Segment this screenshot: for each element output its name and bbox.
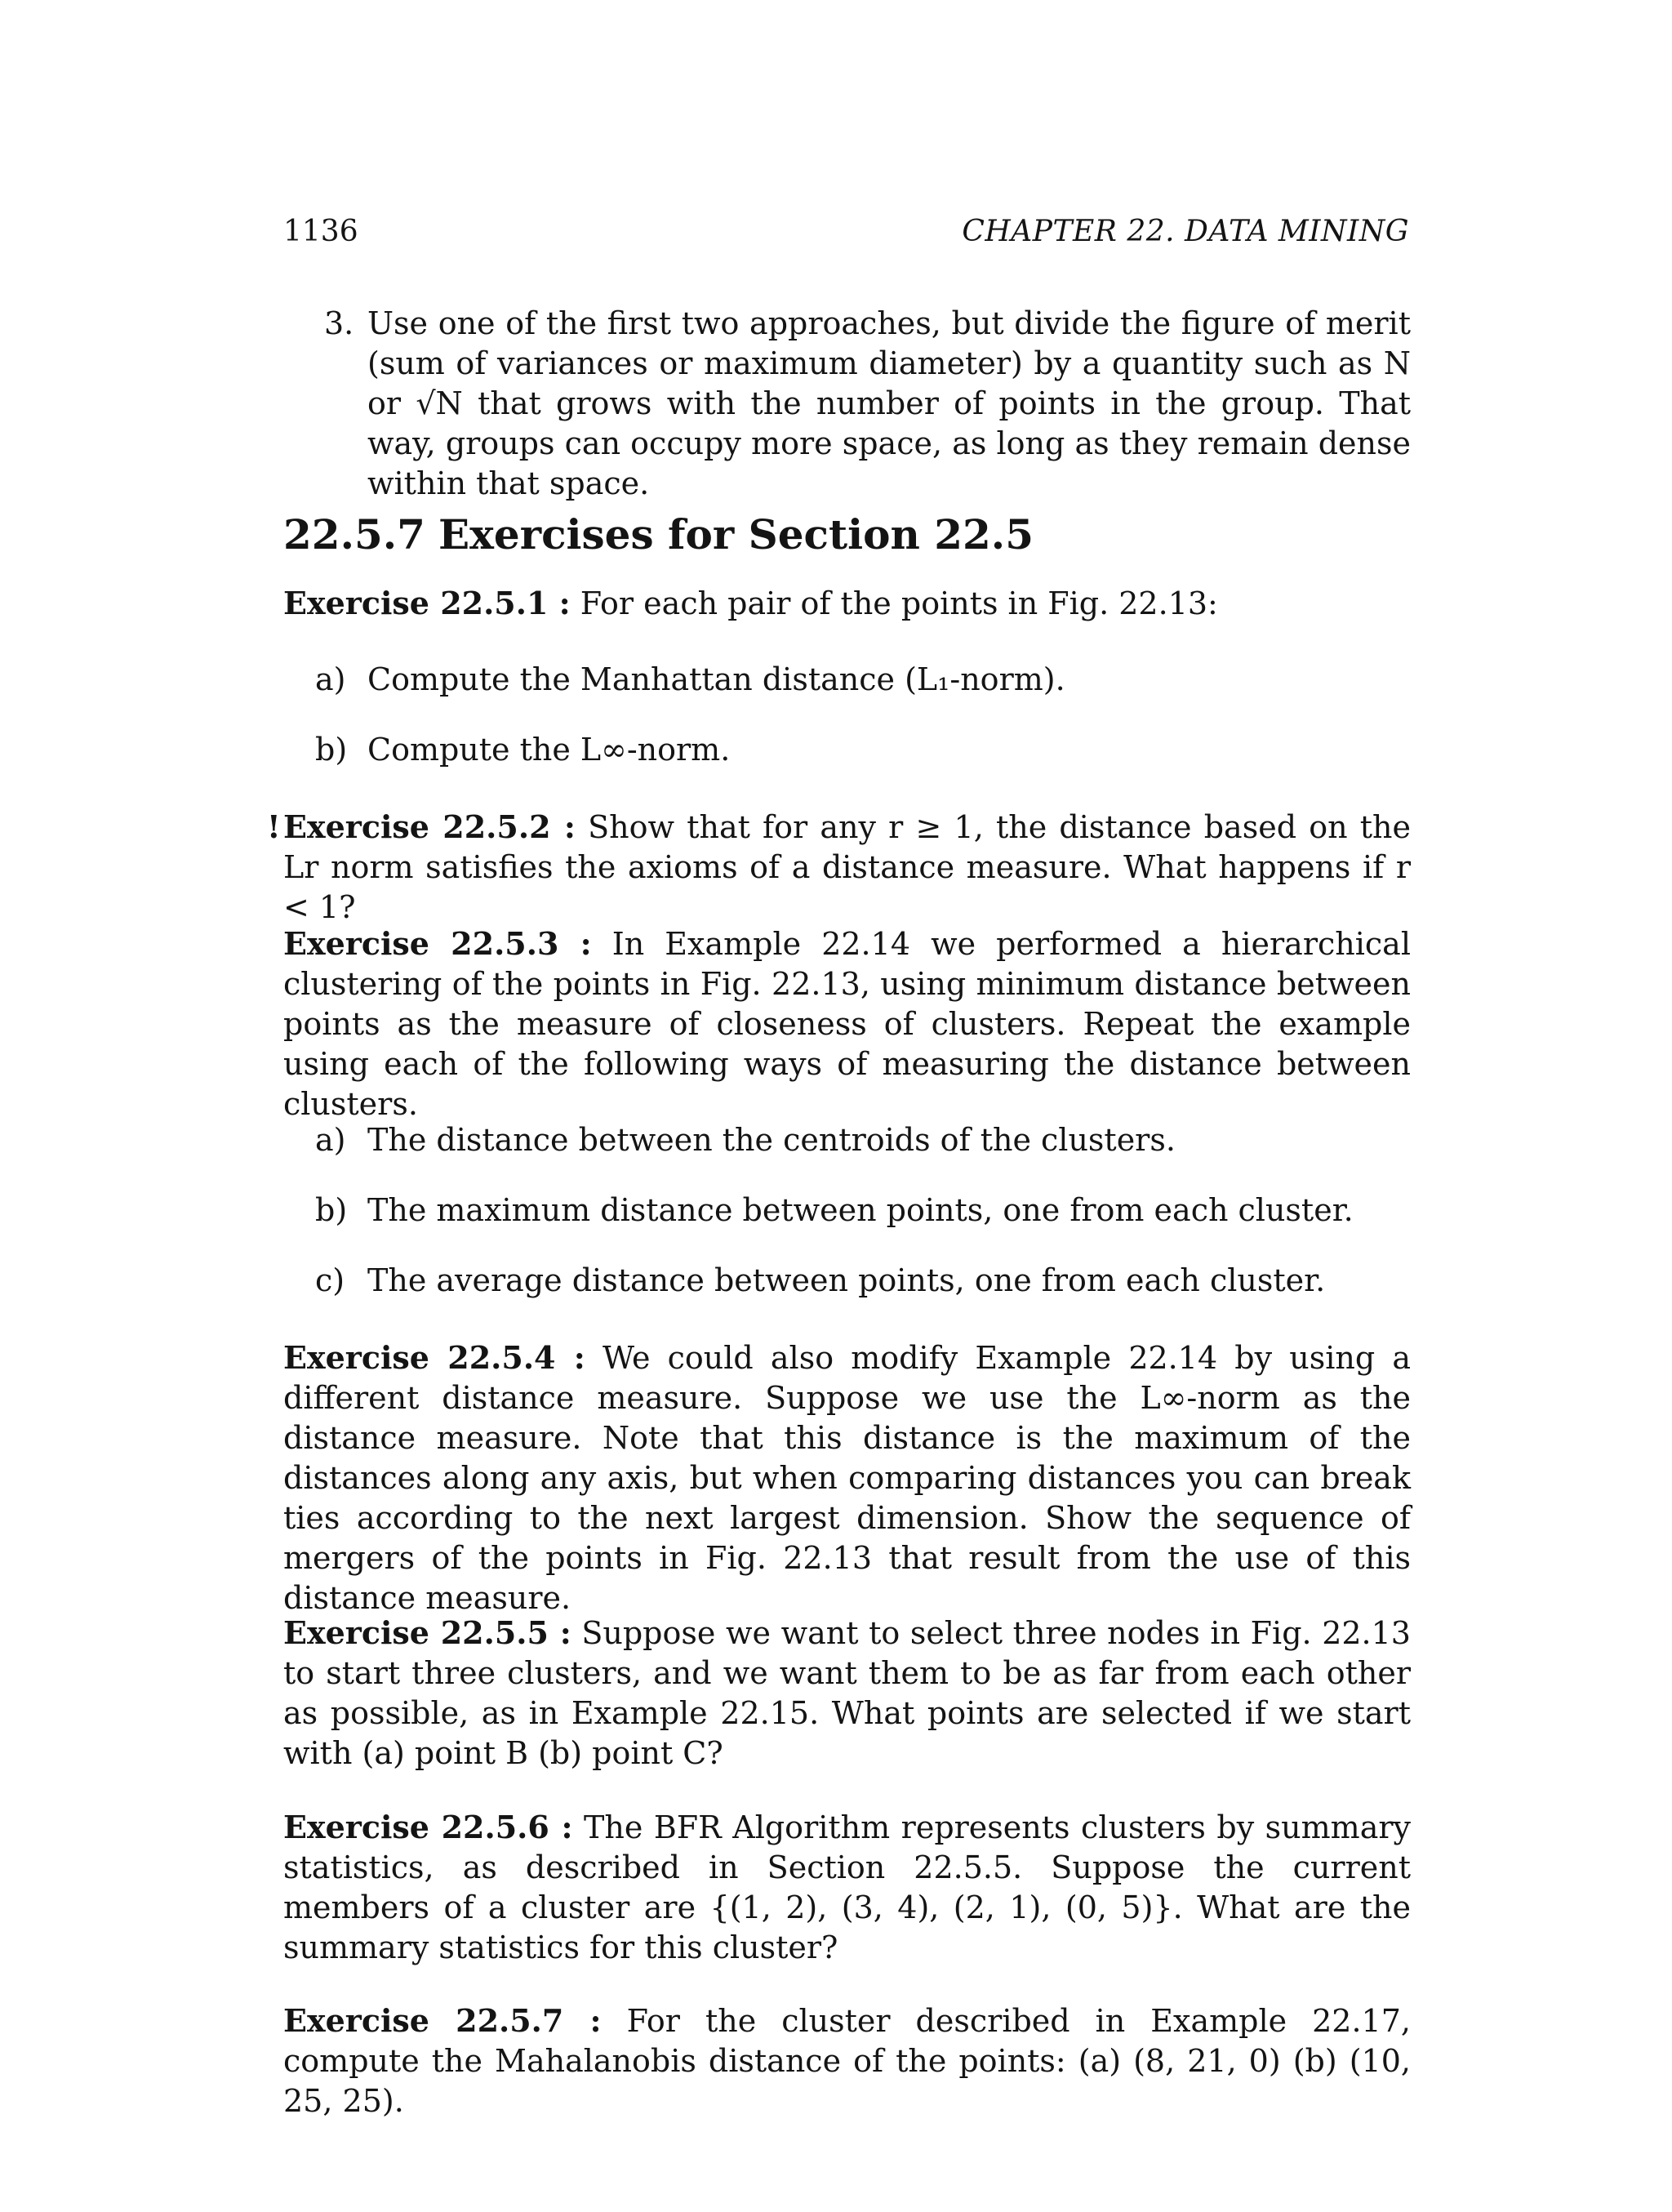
exercise-text: For the cluster described in Example 22.17, compute the Mahalanobis distance of the points: (a) (8, 21, 0) (b) (10, 25, 25). [283, 2003, 1411, 2119]
exercise-22-5-1 [283, 583, 1411, 624]
exercise-part [315, 730, 1411, 770]
list-item-text: Use one of the first two approaches, but divide the figure of merit (sum of variances or maximum diameter) by a quantity such as N or √N that grows with the number of points in the group. That way, groups can occupy more space, as long as they remain dense within that space. [367, 305, 1411, 501]
part-marker: b) [315, 732, 348, 768]
exercise-text: In Example 22.14 we performed a hierarchical clustering of the points in Fig. 22.13, using minimum distance between points as the measure of closeness of clusters. Repeat the example using each of the following ways of measuring the distance between clusters. [283, 926, 1411, 1122]
list-item [325, 304, 1411, 504]
exercise-part [315, 1261, 1411, 1301]
section-title: Exercises for Section 22.5 [438, 510, 1034, 559]
exercise-22-5-3 [283, 924, 1411, 1124]
part-text: Compute the L∞-norm. [367, 732, 731, 768]
difficulty-mark: ! [267, 808, 281, 845]
exercise-22-5-5 [283, 1613, 1411, 1774]
exercise-label: Exercise 22.5.7 : [283, 2002, 602, 2039]
section-heading [283, 510, 1034, 559]
running-head: CHAPTER 22. DATA MINING [962, 215, 1409, 248]
exercise-label: Exercise 22.5.5 : [283, 1614, 571, 1651]
exercise-part-list [315, 660, 1411, 700]
part-text: The distance between the centroids of the clusters. [367, 1122, 1176, 1158]
exercise-part [315, 660, 1411, 700]
exercise-label: Exercise 22.5.1 : [283, 585, 571, 621]
part-marker: c) [315, 1262, 345, 1298]
exercise-22-5-6 [283, 1807, 1411, 1968]
section-number: 22.5.7 [283, 510, 425, 559]
part-text: The average distance between points, one from each cluster. [367, 1262, 1326, 1298]
part-marker: a) [315, 1122, 346, 1158]
list-item-marker: 3. [324, 305, 354, 341]
exercise-text: Show that for any r ≥ 1, the distance based on the Lr norm satisfies the axioms of a distance measure. What happens if r < 1? [283, 809, 1411, 925]
approach-list [325, 304, 1411, 504]
exercise-label: Exercise 22.5.2 : [283, 808, 576, 845]
exercise-part [315, 1191, 1411, 1231]
exercise-22-5-7 [283, 2001, 1411, 2121]
part-text: Compute the Manhattan distance (L₁-norm). [367, 661, 1065, 697]
exercise-part-list [315, 1191, 1411, 1231]
exercise-label: Exercise 22.5.3 : [283, 925, 592, 962]
exercise-text: We could also modify Example 22.14 by using a different distance measure. Suppose we use the L∞-norm as the distance measure. Note that this distance is the maximum of the distances along any axis, but when comparing distances you can break ties according to the next largest dimension. Show the sequence of mergers of the points in Fig. 22.13 that result from the use of this distance measure. [283, 1340, 1411, 1616]
exercise-label: Exercise 22.5.6 : [283, 1809, 573, 1845]
page-number: 1136 [283, 215, 358, 248]
exercise-part-list [315, 730, 1411, 770]
part-marker: b) [315, 1192, 348, 1228]
exercise-label: Exercise 22.5.4 : [283, 1339, 585, 1376]
exercise-22-5-2 [267, 807, 1411, 928]
exercise-text: Suppose we want to select three nodes in Fig. 22.13 to start three clusters, and we want them to be as far from each other as possible, as in Example 22.15. What points are selected if we start with (a) point B (b) point C? [283, 1615, 1411, 1771]
exercise-text: For each pair of the points in Fig. 22.13: [580, 585, 1218, 621]
exercise-part-list [315, 1120, 1411, 1160]
exercise-part-list [315, 1261, 1411, 1301]
exercise-text: The BFR Algorithm represents clusters by summary statistics, as described in Section 22.5.5. Suppose the current members of a cluster are {(1, 2), (3, 4), (2, 1), (0, 5)}. What are the summary statistics for this cluster? [283, 1809, 1412, 1965]
part-marker: a) [315, 661, 346, 697]
exercise-22-5-4 [283, 1337, 1411, 1618]
part-text: The maximum distance between points, one from each cluster. [367, 1192, 1354, 1228]
exercise-part [315, 1120, 1411, 1160]
